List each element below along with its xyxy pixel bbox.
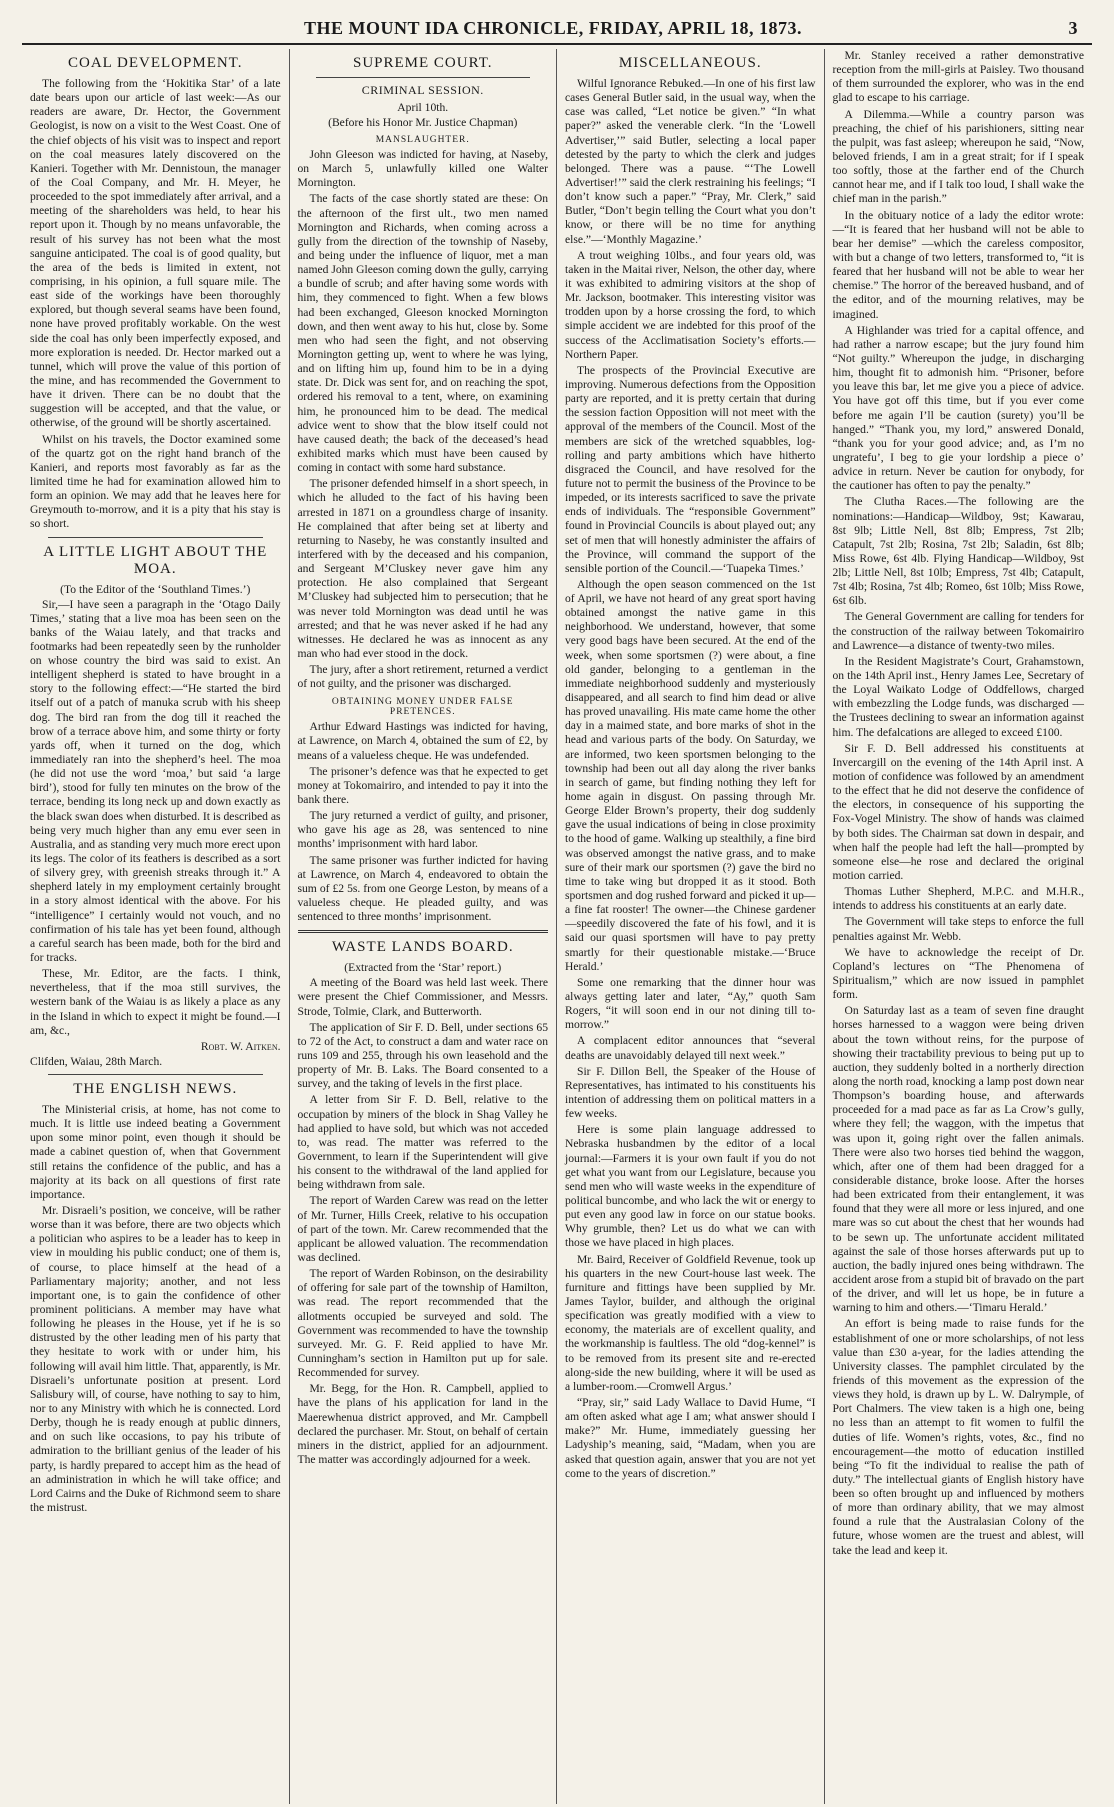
misc-para: Here is some plain language addressed to Nebraska husbandmen by the editor of a local journal:—Farmers it is your own fault if you do not get what you want from our Legislature, because you send men who will waste weeks in the expenditure of political buncombe, and who lack the wit or energy to put even any good law in force on our statue books. Why grumble, then? Let us do what we can with those we have placed in high places. — [565, 1123, 816, 1250]
news-item: A Dilemma.—While a country parson was preaching, the chief of his parishioners, sitting near the pulpit, was fast asleep; whereupon he said, “Now, beloved friends, I am in a great strait; for if I speak too softly, those at the farther end of the Church cannot hear me, and if I talk too loud, I shall wake the chief man in the parish.” — [832, 107, 1084, 206]
divider — [48, 537, 263, 538]
misc-para: Mr. Baird, Receiver of Goldfield Revenue, took up his quarters in the new Court-house last week. The furniture and fittings have been supplied by Mr. James Taylor, builder, and although the original specification was greatly modified with a view to economy, the materials are of excellent quality, and the workmanship is faultless. The old “dog-kennel” is to be removed from its present site and re-erected along-side the new building, where it will be used as a lumber-room.—Cromwell Argus.’ — [565, 1252, 816, 1393]
moa-to-editor: (To the Editor of the ‘Southland Times.’) — [60, 582, 251, 596]
news-item: A Highlander was tried for a capital offence, and had rather a narrow escape; but the jury found him “Not guilty.” Whereupon the judge, in discharging him, thought fit to admonish him. “Prisoner, before you leave this bar, let me give you a piece of advice. You have got off this time, but if you ever come before me again I’ll be caution (surety) you’ll be hanged.” “Thank you, my lord,” answered Donald, “thank you for your good advice; and, as I’m no ungratefu’, I beg to gie your lordship a piece o’ advice in return. Never be caution for onybody, for the cautioner has often to pay the penalty.” — [832, 323, 1084, 493]
before-line: (Before his Honor Mr. Justice Chapman) — [328, 116, 518, 129]
divider — [298, 930, 549, 933]
misc-para: The prospects of the Provincial Executive are improving. Numerous defections from the Opposition party are reported, and it is pretty certain that during the session faction Opposition will not meet with the approval of the members of the Council. Most of the members are sick of the wretched squabbles, log-rolling and party ambitions which have hitherto disgraced the Council, and have resolved for the future not to permit the business of the Province to be impeded, or its interests sacrificed to save the private ends of individuals. The “responsible Government” found in Provincial Councils is about played out; any set of men that will honestly administer the affairs of the Province, will command the support of the sensible portion of the Council.—‘Tuapeka Times.’ — [565, 363, 816, 575]
news-item: In the Resident Magistrate’s Court, Grahamstown, on the 14th April inst., Henry James Lee, Secretary of the Loyal Waikato Lodge of Oddfellows, charged with embezzling the Lodge funds, was discharged — the Trustees declining to swear an information against him. The defalcations are alleged to exceed £100. — [832, 654, 1084, 739]
english-para: Mr. Disraeli’s position, we conceive, will be rather worse than it was before, there are two objects which a politician who aspires to be a leader has to keep in view in moulding his public conduct; one of them is, of course, to place himself at the head of a Parliamentary majority; another, and not less important one, is to gain the confidence of other prominent politicians. A member may have what following he pleases in the House, yet if he is so distrusted by the other leading men of his party that they hesitate to work with or under him, his following will avail him little. That, apparently, is Mr. Disraeli’s unfortunate position at present. Lord Salisbury will, of course, have nothing to say to him, nor to any Ministry with which he is connected. Lord Derby, though he is ready enough at public dinners, and on such like occasions, to pay his tribute of admiration to the brilliant genius of the leader of his party, is hardly prepared to accept him as the head of an administration in which he will take office; and Lord Cairns and the Duke of Richmond seem to share the mistrust. — [30, 1203, 281, 1514]
misc-para: “Pray, sir,” said Lady Wallace to David Hume, “I am often asked what age I am; what answer should I make?” Mr. Hume, immediately guessing her Ladyship’s meaning, said, “Madam, when you are asked that question again, answer that you are not yet come to the years of discretion.” — [565, 1395, 816, 1480]
moa-heading: A LITTLE LIGHT ABOUT THE MOA. — [43, 543, 268, 577]
column-1 — [22, 49, 290, 1804]
moa-place: Clifden, Waiau, 28th March. — [30, 1054, 163, 1068]
false-pretences-para: Arthur Edward Hastings was indicted for having, at Lawrence, on March 4, obtained the sum of £2, by means of a valueless cheque. He was undefended. — [297, 720, 548, 762]
columns — [22, 49, 1092, 1804]
criminal-session-heading: CRIMINAL SESSION. — [361, 83, 484, 97]
waste-extract-line: (Extracted from the ‘Star’ report.) — [344, 961, 502, 975]
manslaughter-heading: MANSLAUGHTER. — [375, 135, 470, 145]
masthead — [22, 14, 1092, 45]
coal-para: The following from the ‘Hokitika Star’ of a late date bears upon our article of last week:—As our readers are aware, Dr. Hector, the Government Geologist, is now on a visit to the West Coast. One of the chief objects of his visit was to inspect and report on the coal measures lately discovered on the Kanieri. Together with Mr. Dennistoun, the manager of the Coal Company, and Mr. H. Meyer, he proceeded to the spot immediately after arrival, and a meeting of the shareholders was held, to hear his report upon it. Though by no means unfavorable, the result of his survey has not been what the most sanguine anticipated. The coal is of good quality, but the area of the beds is limited in extent, not comprising, in his opinion, a full square mile. The east side of the workings have been thoroughly explored, but though several seams have been found, none have proved profitably workable. On the west side the coal has only been imperfectly exposed, and more exploration is needed. Dr. Hector marked out a tunnel, which will prove the value of this portion of the mine, and has recommended the Government to have it driven. There can be no doubt that the suggestion will be accepted, and that the value, or otherwise, of the ground will be shortly ascertained. — [30, 77, 281, 430]
misc-para: A complacent editor announces that “several deaths are unavoidably delayed till next week.” — [565, 1034, 816, 1062]
news-item: In the obituary notice of a lady the editor wrote:—“It is feared that her husband will not be able to bear her demise” —which the careless compositor, with but a change of two letters, transformed to, “it is feared that her husband will not be able to wear her chemise.” The horror of the bereaved husband, and of the editor, and of the mourning relatives, may be imagined. — [832, 208, 1084, 321]
news-item: We have to acknowledge the receipt of Dr. Copland’s lectures on “The Phenomena of Spiritualism,” which are now issued in pamphlet form. — [832, 945, 1084, 1002]
waste-para: The report of Warden Robinson, on the desirability of offering for sale part of the township of Hamilton, was read. The report recommended that the allotments occupied be surveyed and sold. The Government was recommended to have the township surveyed. Mr. G. F. Reid applied to have Mr. Cunningham’s section in Hamilton put up for sale. Recommended for survey. — [297, 1267, 548, 1380]
news-item: The General Government are calling for tenders for the construction of the railway between Tokomairiro and Lawrence—a distance of twenty-two miles. — [832, 610, 1084, 652]
false-pretences-para: The same prisoner was further indicted for having at Lawrence, on March 4, endeavored to obtain the sum of £2 5s. from one George Leston, by means of a valueless cheque. He pleaded guilty, and was sentenced to three months’ imprisonment. — [297, 853, 548, 924]
misc-para: Wilful Ignorance Rebuked.—In one of his first law cases General Butler said, in the usual way, when the case was called, “Let notice be given.” “In what paper?” asked the venerable clerk. “In the ‘Lowell Advertiser,’” said Butler, selecting a local paper detested by the party to which the clerk and judges belonged. There was a pause. “‘The Lowell Advertiser!’” said the clerk restraining his feelings; “I don’t know such a paper.” “Pray, Mr. Clerk,” said Butler, “Don’t begin telling the Court what you don’t know, or there will be no time for anything else.”—‘Monthly Magazine.’ — [565, 77, 816, 246]
divider — [48, 1074, 263, 1075]
manslaughter-para: The prisoner defended himself in a short speech, in which he alluded to the fact of his having been arrested in 1871 on a groundless charge of insanity. He complained that after being set at liberty and returning to Naseby, he was constantly insulted and interfered with by the deceased and his companion, and Sergeant M’Cluskey never gave him any protection. He also complained that Sergeant M’Cluskey had subjected him to persecution; that he was never told Mornington was dead until he was arrested; and that he was never asked if he had any witnesses. He declared he was as innocent as any man who had ever stood in the dock. — [297, 477, 548, 660]
coal-heading: COAL DEVELOPMENT. — [68, 55, 243, 71]
false-pretences-heading: OBTAINING MONEY UNDER FALSE PRETENCES. — [331, 697, 514, 718]
false-pretences-para: The jury returned a verdict of guilty, and prisoner, who gave his age as 28, was sentenced to nine months’ imprisonment with hard labor. — [297, 809, 548, 851]
news-item: Mr. Stanley received a rather demonstrative reception from the mill-girls at Paisley. Two thousand of them surrounded the explorer, who was in the end glad to escape to his carriage. — [832, 49, 1084, 105]
misc-para: A trout weighing 10lbs., and four years old, was taken in the Maitai river, Nelson, the other day, where it was exhibited to admiring visitors at the shop of Mr. Jackson, bootmaker. This interesting visitor was trodden upon by a horse crossing the ford, to which simple accident we are indebted for this proof of the success of the Acclimatisation Society’s efforts.—Northern Paper. — [565, 248, 816, 361]
moa-para: Sir,—I have seen a paragraph in the ‘Otago Daily Times,’ stating that a live moa has been seen on the banks of the Waiau lately, and that tracks and footmarks had been repeatedly seen by the runholder on whose country the bird was said to exist. An intelligent shepherd is stated to have brought in a story to the following effect:—“He started the bird itself out of a patch of manuka scrub with his sheep dog. The bird ran from the dog till it reached the brow of a terrace above him, and some thirty or forty yards off, when it turned on the dog, which immediately ran into the shepherd’s heel. The moa (he did not use the word ‘moa,’ but said ‘a large bird’), stood for fully ten minutes on the brow of the terrace, bending its long neck up and down exactly as the black swan does when disturbed. It is described as being very much higher than any emu ever seen in Australia, and as standing very much more erect upon its legs. The color of its feathers is described as a sort of silvery grey, with greenish streaks through it.” A shepherd lately in my employment certainly brought in a story almost identical with the above. For his “intelligence” I certainly would not vouch, and no confirmation of his tale has yet been found, although a careful search has been made, both for the bird and for tracks. — [30, 597, 281, 965]
manslaughter-para: John Gleeson was indicted for having, at Naseby, on March 5, unlawfully killed one Walter Mornington. — [297, 148, 548, 190]
manslaughter-para: The facts of the case shortly stated are these: On the afternoon of the first ult., two men named Mornington and Richards, when coming across a gully from the direction of the township of Naseby, and being under the influence of liquor, met a man named John Gleeson coming down the gully, carrying a bundle of scrub; and after having some words with him, they commenced to fight. When a few blows had been exchanged, Gleeson knocked Mornington down, and then went away to his hut, close by. Some men who had seen the fight, and not observing Mornington getting up, went to where he was lying, and on lifting him up, found him to be in a dying state. Dr. Dick was sent for, and on reaching the spot, ordered his removal to a tent, where, on examining him, he pronounced him to be dead. The medical advice went to show that the blow itself could not have caused death; the back of the deceased’s head exhibited marks which must have been caused by coming in contact with some hard substance. — [297, 192, 548, 475]
session-date: April 10th. — [397, 101, 449, 114]
news-item: The Clutha Races.—The following are the nominations:—Handicap—Wildboy, 9st; Kawarau, 8st 9lb; Little Nell, 8st 8lb; Empress, 7st 2lb; Catapult, 7st 2lb; Rosina, 7st 2lb; Saladin, 6st 8lb; Miss Rowe, 6st 4lb. Flying Handicap—Wildboy, 9st 2lb; Little Nell, 8st 10lb; Empress, 7st 4lb; Catapult, 7st 4lb; Rosina, 7st 4lb; Romeo, 6st 10lb; Miss Rowe, 6st 6lb. — [832, 495, 1084, 608]
column-2 — [290, 49, 558, 1804]
english-para: The Ministerial crisis, at home, has not come to much. It is little use indeed beating a Government upon some minor point, even though it should be made a cabinet question of, when that Government still retains the confidence of the public, and has a majority at its back on all questions of first rate importance. — [30, 1103, 281, 1201]
masthead-title: THE MOUNT IDA CHRONICLE, FRIDAY, APRIL 18, 1873. — [304, 18, 802, 38]
misc-para: Some one remarking that the dinner hour was always getting later and later, “Ay,” quoth Sam Rogers, “it will soon end in our not dining till to-morrow.” — [565, 975, 816, 1032]
false-pretences-para: The prisoner’s defence was that he expected to get money at Tokomairiro, and intended to pay it into the bank there. — [297, 764, 548, 807]
moa-signature: Robt. W. Aitken. — [200, 1039, 281, 1053]
column-3 — [557, 49, 825, 1804]
waste-para: A letter from Sir F. D. Bell, relative to the occupation by miners of the block in Shag Valley he had applied to have sold, but which was not acceded to, was read. The matter was referred to the Government, to learn if the Superintendent will give his consent to the withdrawal of the land applied for being withdrawn from sale. — [297, 1093, 548, 1192]
divider — [316, 77, 531, 78]
news-item: Sir F. D. Bell addressed his constituents at Invercargill on the evening of the 14th April inst. A motion of confidence was followed by an amendment to the effect that he did not deserve the confidence of the electors, in consequence of his supporting the Fox-Vogel Ministry. The show of hands was claimed by both sides. The Chairman sat down in despair, and when half the people had left the hall—prompted by someone else—he rose and declared the original motion carried. — [832, 741, 1084, 883]
misc-para: Although the open season commenced on the 1st of April, we have not heard of any great sport having obtained amongst the native game in this neighborhood. We understand, however, that some very good bags have been secured. At the end of the week, when some sportsmen (?) were about, a fine old gander, belonging to a gentleman in the immediate neighborhood suddenly and mysteriously disappeared, and all search to find him dead or alive has proved unavailing. His mate came home the other day in a maimed state, and bore marks of shot in the head and various parts of the body. On Saturday, we are informed, two keen sportsmen belonging to the township had been out all day along the river banks in search of game, but finding nothing they left for home again in disgust. On passing through Mr. George Elder Brown’s property, their dog suddenly gave the usual indications of being in close proximity to the hood of game. Walking up stealthily, a fine bird was observed amongst the native grass, and to make sure of their mark our sportsmen (?) gave the bird no time to take wing but dropped it as it stood. Both sportsmen and dog rushed forward and picked it up—a fine fat rooster! The owner—the Chinese gardener—speedily discovered the fate of his fowl, and it is said our quasi sportsmen will have to pay pretty smartly for their questionable mistake.—‘Bruce Herald.’ — [565, 577, 816, 973]
english-heading: THE ENGLISH NEWS. — [73, 1081, 238, 1097]
page-number: 3 — [1068, 18, 1078, 38]
waste-para: The report of Warden Carew was read on the letter of Mr. Turner, Hills Creek, relative to his occupation of part of the town. Mr. Carew recommended that the applicant be allowed valuation. The recommendation was declined. — [297, 1194, 548, 1264]
news-item: The Government will take steps to enforce the full penalties against Mr. Webb. — [832, 915, 1084, 943]
news-item: An effort is being made to raise funds for the establishment of one or more scholarships, of not less value than £30 a-year, for the ladies attending the University classes. The pamphlet circulated by the friends of this movement as the expression of the views they hold, is drawn up by L. W. Dalrymple, of Port Chalmers. The view taken is a high one, being no less than an attempt to fit women to fulfil the duties of life. Women’s rights, votes, &c., find no encouragement—the motto of education instilled being “To fit the individual to realise the path of duty.” The intellectual giants of English history have been so often brought up and influenced by mothers of more than ordinary ability, that we may almost found a rule that the Australasian Colony of the future, whose women are the truest and ablest, will take the lead and keep it. — [832, 1317, 1084, 1557]
news-item: On Saturday last as a team of seven fine draught horses harnessed to a waggon were being driven about the town without reins, for the purpose of showing their tractability previous to being put up to auction, they suddenly bolted in a northerly direction along the north road, knocking a lamp post down near Thompson’s boarding house, and afterwards proceeded for a mad pace as far as La Crow’s gully, where they fell; the waggon, with the impetus that was upon it, going right over the fallen animals. There were also two horses tied behind the waggon, which, after one of them had been dragged for a considerable distance, broke loose. After the horses had been extricated from their entanglement, it was found that they were all more or less injured, and one mare was so cut about the chest that her wounds had to be sewn up. The unfortunate accident militated against the sale of those horses afterwards put up to auction, the badly injured ones being withdrawn. The accident arose from a stupid bit of bravado on the part of the driver, and will let us hope, be in future a warning to him and others.—‘Timaru Herald.’ — [832, 1004, 1084, 1315]
moa-para: These, Mr. Editor, are the facts. I think, nevertheless, that if the moa still survives, the western bank of the Waiau is as likely a place as any in the Island in which to expect it might be found.—I am, &c., — [30, 967, 281, 1037]
waste-para: The application of Sir F. D. Bell, under sections 65 to 72 of the Act, to construct a dam and water race on runs 109 and 255, through his own leasehold and the property of Mr. B. Laks. The Board consented to a survey, and the taking of levels in the first place. — [297, 1020, 548, 1091]
coal-para: Whilst on his travels, the Doctor examined some of the quartz got on the right hand branch of the Kanieri, and reports most favorably as far as the limited time he had for examination allowed him to form an opinion. We may add that he leaves here for Greymouth to-morrow, and it is a pity that his stay is so short. — [30, 432, 281, 531]
misc-para: Sir F. Dillon Bell, the Speaker of the House of Representatives, has intimated to his constituents his intention of addressing them on political matters in a few weeks. — [565, 1064, 816, 1121]
news-item: Thomas Luther Shepherd, M.P.C. and M.H.R., intends to address his constituents at an early date. — [832, 885, 1084, 913]
waste-para: Mr. Begg, for the Hon. R. Campbell, applied to have the plans of his application for land in the Maerewhenua district approved, and Mr. Campbell declared the purchaser. Mr. Stout, on behalf of certain miners in the district, applied for an adjournment. The matter was accordingly adjourned for a week. — [297, 1382, 548, 1466]
manslaughter-para: The jury, after a short retirement, returned a verdict of not guilty, and the prisoner was discharged. — [297, 663, 548, 691]
miscellaneous-heading: MISCELLANEOUS. — [618, 55, 762, 71]
column-4 — [825, 49, 1093, 1804]
supreme-court-heading: SUPREME COURT. — [352, 55, 493, 71]
waste-para: A meeting of the Board was held last week. There were present the Chief Commissioner, and Messrs. Strode, Tolmie, Clark, and Butterworth. — [297, 976, 548, 1018]
waste-lands-heading: WASTE LANDS BOARD. — [331, 939, 514, 956]
